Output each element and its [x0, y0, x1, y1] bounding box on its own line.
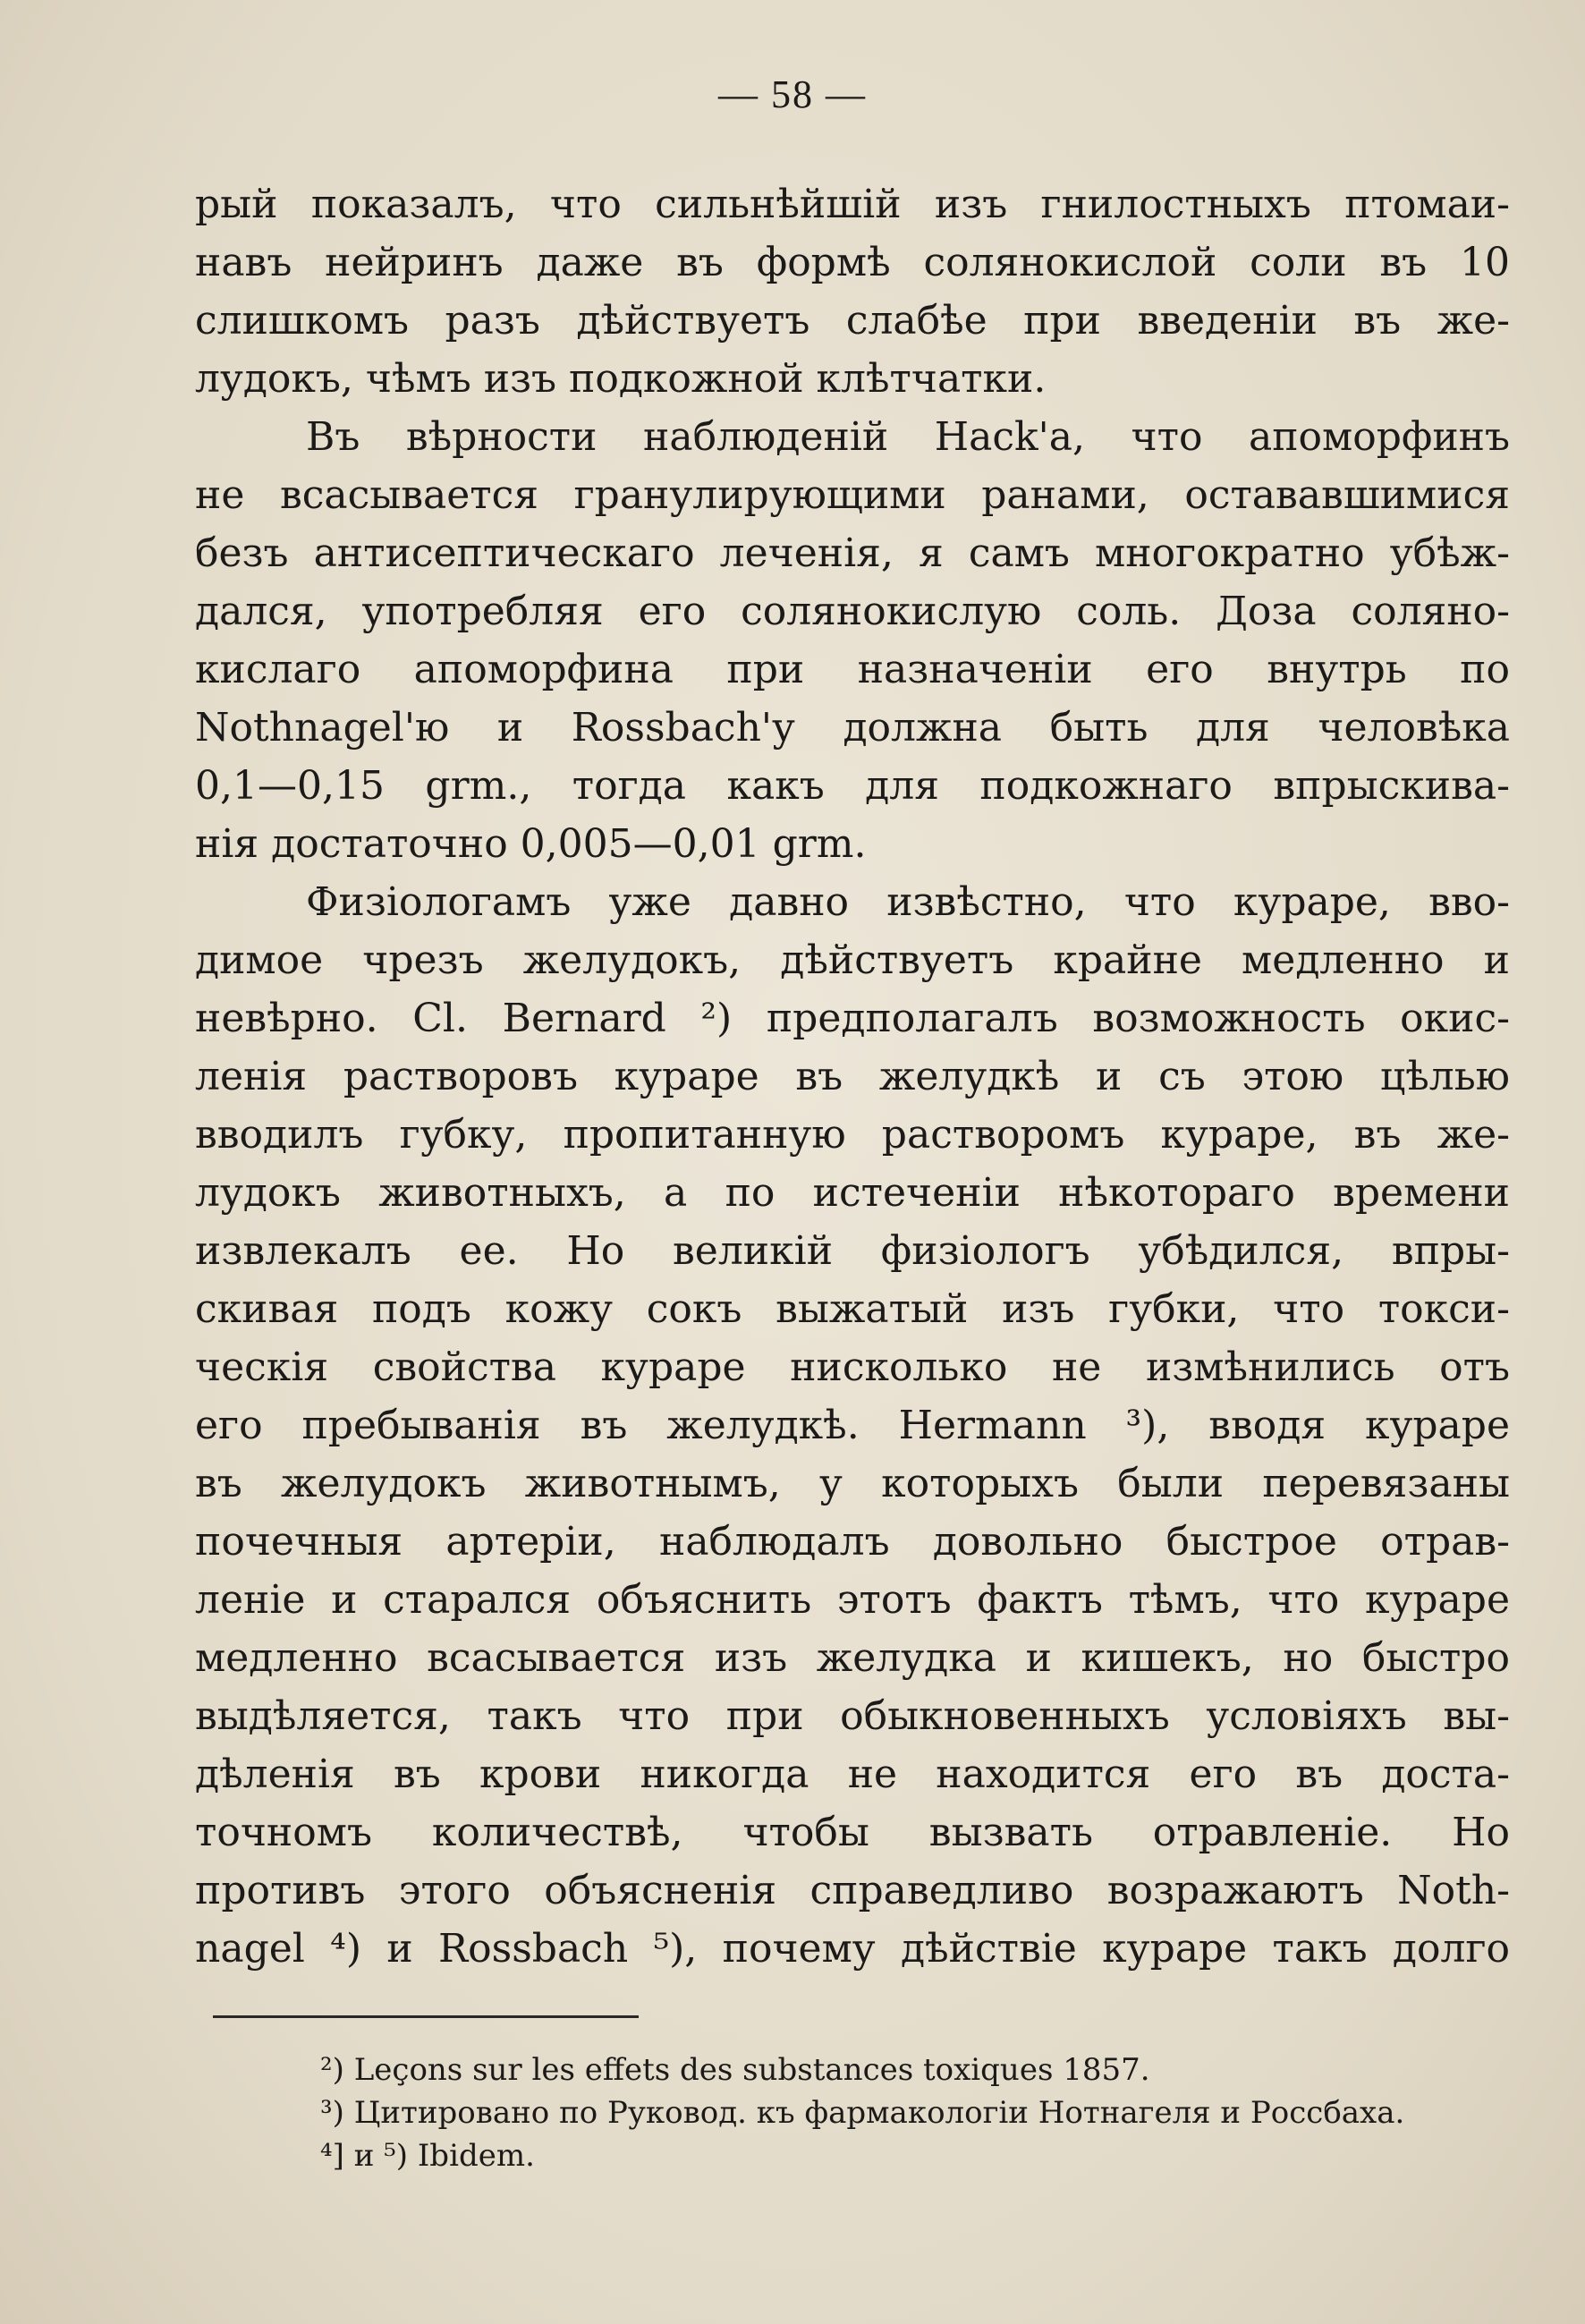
text-line: нія достаточно 0,005—0,01 grm.	[195, 821, 867, 867]
text-line: Физіологамъ уже давно извѣстно, что кураре, вво-	[306, 879, 1510, 925]
text-line: лудокъ животныхъ, а по истеченіи нѣкотораго времени	[195, 1170, 1510, 1216]
text-line: точномъ количествѣ, чтобы вызвать отравленіе. Но	[195, 1810, 1510, 1855]
footnote: ³) Цитировано по Руковод. къ фармакологіи Нотнагеля и Россбаха.	[320, 2095, 1405, 2131]
page-number: — 58 —	[718, 72, 867, 116]
text-line: извлекалъ ее. Но великій физіологъ убѣдился, впры-	[195, 1228, 1510, 1274]
footnote-divider	[213, 2015, 639, 2018]
text-line: скивая подъ кожу сокъ выжатый изъ губки, что токси-	[195, 1286, 1510, 1332]
text-line: леніе и старался объяснить этотъ фактъ тѣмъ, что кураре	[195, 1577, 1510, 1623]
text-line: безъ антисептическаго леченія, я самъ многократно убѣж-	[195, 530, 1510, 576]
text-line: противъ этого объясненія справедливо возражаютъ Noth-	[195, 1868, 1510, 1913]
body-text	[195, 175, 1510, 1978]
text-line: его пребыванія въ желудкѣ. Hermann ³), вводя кураре	[195, 1403, 1510, 1448]
text-line: не всасывается гранулирующими ранами, остававшимися	[195, 472, 1510, 518]
text-line: слишкомъ разъ дѣйствуетъ слабѣе при введеніи въ же-	[195, 298, 1510, 344]
text-line: димое чрезъ желудокъ, дѣйствуетъ крайне медленно и	[195, 937, 1510, 983]
text-line: медленно всасывается изъ желудка и кишекъ, но быстро	[195, 1635, 1510, 1681]
text-line: дѣленія въ крови никогда не находится его въ доста-	[195, 1751, 1510, 1797]
text-line: навъ нейринъ даже въ формѣ солянокислой соли въ 10	[195, 240, 1510, 285]
text-line: невѣрно. Cl. Bernard ²) предполагалъ возможность окис-	[195, 996, 1510, 1041]
text-line: Nothnagel'ю и Rossbach'у должна быть для человѣка	[195, 705, 1510, 751]
text-line: ленія растворовъ кураре въ желудкѣ и съ этою цѣлью	[195, 1054, 1510, 1099]
text-line: выдѣляется, такъ что при обыкновенныхъ условіяхъ вы-	[195, 1693, 1510, 1739]
text-line: ческія свойства кураре нисколько не измѣнились отъ	[195, 1344, 1510, 1390]
text-line: вводилъ губку, пропитанную растворомъ кураре, въ же-	[195, 1112, 1510, 1158]
text-line: рый показалъ, что сильнѣйшій изъ гнилостныхъ птомаи-	[195, 182, 1510, 227]
text-line: почечныя артеріи, наблюдалъ довольно быстрое отрав-	[195, 1519, 1510, 1565]
footnote: ²) Leçons sur les effets des substances toxiques 1857.	[320, 2052, 1150, 2088]
text-line: кислаго апоморфина при назначеніи его внутрь по	[195, 647, 1510, 692]
text-line: дался, употребляя его солянокислую соль. Доза соляно-	[195, 589, 1510, 634]
text-line: nagel ⁴) и Rossbach ⁵), почему дѣйствіе кураре такъ долго	[195, 1926, 1510, 1972]
text-line: 0,1—0,15 grm., тогда какъ для подкожнаго впрыскива-	[195, 763, 1510, 809]
text-line: Въ вѣрности наблюденій Hack'a, что апоморфинъ	[306, 414, 1510, 460]
footnote: ⁴] и ⁵) Ibidem.	[320, 2138, 535, 2174]
text-line: лудокъ, чѣмъ изъ подкожной клѣтчатки.	[195, 356, 1047, 402]
footnotes	[320, 2048, 1519, 2177]
text-line: въ желудокъ животнымъ, у которыхъ были перевязаны	[195, 1461, 1510, 1506]
